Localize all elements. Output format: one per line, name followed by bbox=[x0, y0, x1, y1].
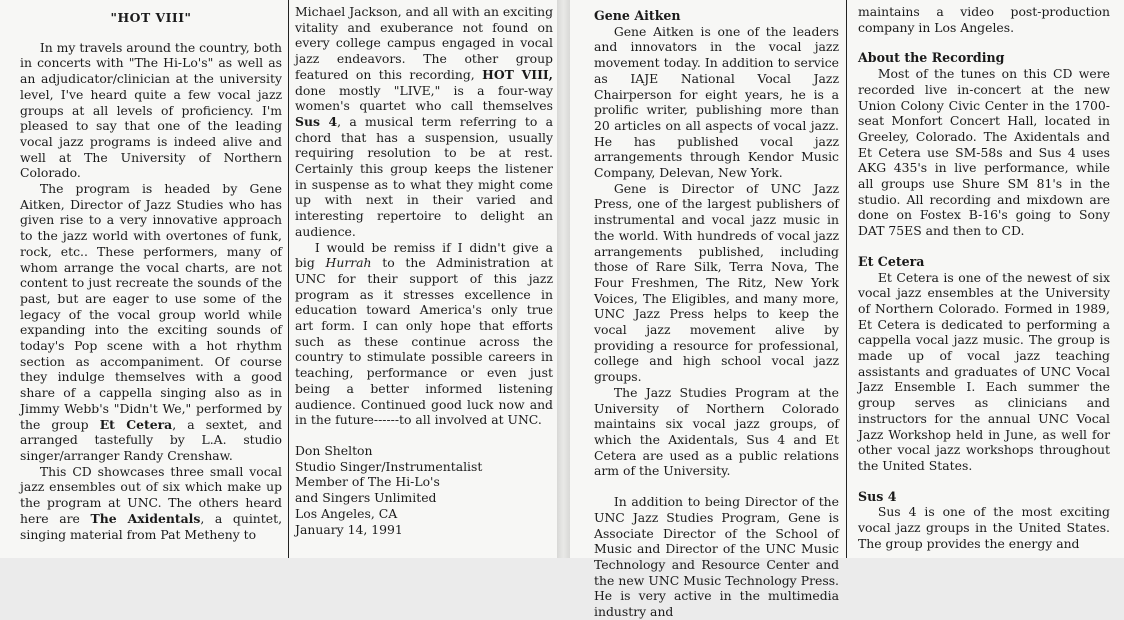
video-paragraph: maintains a video post-production company in Los Angeles. bbox=[858, 4, 1110, 35]
et-cetera-paragraph: Et Cetera is one of the newest of six vocal jazz ensembles at the University of Northern Colorado. Formed in 1989, Et Cetera is dedicated to performing a cappella vocal jazz music. The group is made up of vocal jazz teaching assistants and graduates of UNC Vocal Jazz Ensemble I. Each summer the group serves as clinicians and instructors for the annual UNC Vocal Jazz Workshop held in June, as well for other vocal jazz workshops throughout the United States. bbox=[858, 269, 1110, 473]
program-text: The program is headed by Gene Aitken, Director of Jazz Studies who has given rise to a very innovative approach to the jazz world with overtones of funk, rock, etc.. These performers, many of whom arrange the vocal charts, are not content to just recreate the sounds of the past, but are eager to use some of the legacy of the vocal group world while expanding into the exciting sounds of today's Pop scene with a hot rhythm section as accompaniment. Of course they indulge themselves with a good share of a cappella singing also as in Jimmy Webb's "Didn't We," performed by the group bbox=[20, 181, 282, 432]
thanks-text-b: to the Administration at UNC for their support of this jazz program as it stresses excellence in education toward America's only true art form. I can only hope that efforts such as these continue across the country to stimulate possible careers in teaching, performance or even just being a better informed listening audience. Continued good luck now and in the future------to all involved at UNC. bbox=[295, 255, 553, 428]
group-name-et-cetera: Et Cetera bbox=[99, 416, 173, 432]
jazz-studies-paragraph: The Jazz Studies Program at the University of Northern Colorado maintains six vocal jazz groups, of which the Axidentals, Sus 4 and Et Cetera are used as a public relations arm of the University. bbox=[594, 384, 839, 479]
column-divider-left bbox=[288, 0, 289, 558]
signature-membership: Member of The Hi-Lo's bbox=[295, 474, 440, 490]
director-paragraph: In addition to being Director of the UNC Jazz Studies Program, Gene is Associate Director of the School of Music and Director of the UNC Music Technology and Resource Center and the new UNC Music Technology Press. He is very active in the multimedia industry and bbox=[594, 494, 839, 620]
left-column-2 bbox=[295, 4, 553, 562]
program-text-tail: , a sextet, and arranged tastefully by L.A. studio singer/arranger Randy Crenshaw. bbox=[20, 416, 282, 463]
group-name-hot-viii: HOT VIII, bbox=[482, 66, 553, 82]
thanks-paragraph bbox=[295, 240, 553, 428]
aitken-bio-paragraph: Gene Aitken is one of the leaders and innovators in the vocal jazz movement today. In addition to service as IAJE National Vocal Jazz Chairperson for eight years, he is a prolific writer, publishing more than 20 articles on all aspects of vocal jazz. He has published vocal jazz arrangements through Kendor Music Company, Delevan, New York. bbox=[594, 23, 839, 181]
groups-text-b: done mostly "LIVE," is a four-way women's quartet who call themselves bbox=[295, 82, 553, 114]
signature-membership-2: and Singers Unlimited bbox=[295, 490, 437, 506]
article-title: "HOT VIII" bbox=[110, 10, 192, 25]
group-name-sus-4: Sus 4 bbox=[295, 113, 338, 129]
group-name-axidentals: The Axidentals bbox=[90, 510, 201, 526]
heading-gene-aitken: Gene Aitken bbox=[594, 8, 681, 23]
hurrah-word: Hurrah bbox=[325, 255, 372, 271]
signature-role: Studio Singer/Instrumentalist bbox=[295, 458, 483, 474]
signature-location: Los Angeles, CA bbox=[295, 505, 398, 521]
booklet-spine bbox=[557, 0, 570, 558]
showcase-paragraph bbox=[20, 464, 282, 543]
right-column-2 bbox=[858, 4, 1110, 562]
heading-about-recording: About the Recording bbox=[858, 50, 1005, 66]
showcase-text-tail: , a quintet, singing material from Pat Metheny to bbox=[20, 510, 283, 542]
groups-paragraph bbox=[295, 4, 553, 240]
groups-text-a: Michael Jackson, and all with an exciting vitality and exuberance not found on every college campus engaged in vocal jazz endeavors. The other group featured on this recording, bbox=[295, 4, 554, 82]
heading-sus-4: Sus 4 bbox=[858, 488, 897, 504]
recording-paragraph: Most of the tunes on this CD were recorded live in-concert at the new Union Colony Civic Center in the 1700-seat Monfort Concert Hall, located in Greeley, Colorado. The Axidentals and Et Cetera use SM-58s and Sus 4 uses AKG 435's in live performance, while all groups use Shure SM 81's in the studio. All recording and mixdown are done on Fostex B-16's going to Sony DAT 75ES and then to CD. bbox=[858, 66, 1110, 239]
left-page bbox=[0, 0, 557, 558]
heading-et-cetera: Et Cetera bbox=[858, 253, 925, 269]
column-divider-right bbox=[846, 0, 847, 558]
left-column-1 bbox=[20, 4, 282, 562]
right-page bbox=[570, 0, 1124, 620]
groups-text-c: , a musical term referring to a chord that has a suspension, usually requiring resolution to be at rest. Certainly this group keeps the listener in suspense as to what they might come up with next in their varied and interesting repertoire to delight an audience. bbox=[295, 113, 553, 239]
showcase-text: This CD showcases three small vocal jazz ensembles out of six which make up the program at UNC. The others heard here are bbox=[20, 463, 282, 526]
thanks-text-a: I would be remiss if I didn't give a big bbox=[295, 239, 553, 271]
intro-paragraph: In my travels around the country, both in concerts with "The Hi-Lo's" as well as an adjudicator/clinician at the university level, I've heard quite a few vocal jazz groups at all levels of proficiency. I'm pleased to say that one of the leading vocal jazz programs is indeed alive and well at The University of Northern Colorado. bbox=[20, 39, 282, 181]
program-paragraph bbox=[20, 181, 282, 464]
signature-date: January 14, 1991 bbox=[295, 521, 403, 537]
signature-name: Don Shelton bbox=[295, 442, 373, 458]
jazz-press-paragraph: Gene is Director of UNC Jazz Press, one of the largest publishers of instrumental and vocal jazz music in the world. With hundreds of vocal jazz arrangements published, including those of Rare Silk, Terra Nova, The Four Freshmen, The Ritz, New York Voices, The Eligibles, and many more, UNC Jazz Press helps to keep the vocal jazz movement alive by providing a resource for professional, college and high school vocal jazz groups. bbox=[594, 180, 839, 385]
sus-4-paragraph: Sus 4 is one of the most exciting vocal jazz groups in the United States. The group provides the energy and bbox=[858, 504, 1110, 551]
signature-block bbox=[295, 443, 553, 537]
right-column-1 bbox=[594, 8, 839, 620]
